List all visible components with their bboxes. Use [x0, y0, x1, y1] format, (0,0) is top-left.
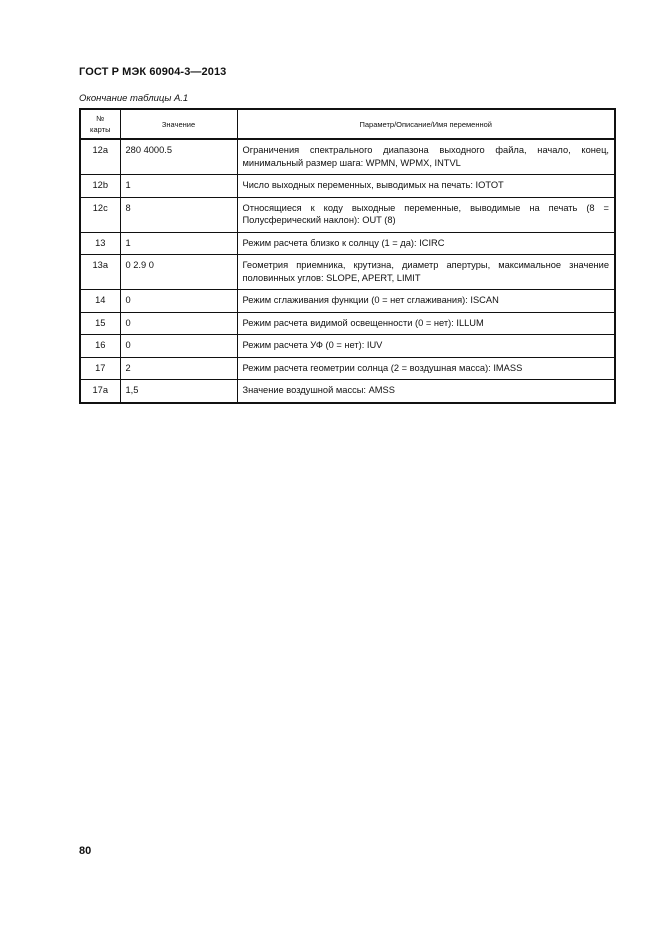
row-value: 1,5 [120, 380, 237, 403]
row-card-number: 12a [80, 139, 120, 175]
header-card-number: № карты [80, 109, 120, 139]
table-row [80, 312, 615, 335]
table-row [80, 175, 615, 198]
row-card-number: 14 [80, 290, 120, 313]
table-row [80, 197, 615, 232]
row-card-number: 13a [80, 255, 120, 290]
row-card-number: 17 [80, 357, 120, 380]
row-card-number: 12b [80, 175, 120, 198]
row-value: 8 [120, 197, 237, 232]
table-row [80, 335, 615, 358]
row-description: Геометрия приемника, крутизна, диаметр апертуры, максимальное значение половинных углов: SLOPE, APERT, LIMIT [237, 255, 615, 290]
row-value: 280 4000.5 [120, 139, 237, 175]
row-description: Режим расчета близко к солнцу (1 = да): ICIRC [237, 232, 615, 255]
row-description: Режим расчета УФ (0 = нет): IUV [237, 335, 615, 358]
row-description: Режим сглаживания функции (0 = нет сглаживания): ISCAN [237, 290, 615, 313]
row-value: 0 2.9 0 [120, 255, 237, 290]
table-row [80, 232, 615, 255]
table-row [80, 290, 615, 313]
header-value: Значение [120, 109, 237, 139]
row-card-number: 16 [80, 335, 120, 358]
table-row [80, 380, 615, 403]
table-caption: Окончание таблицы А.1 [79, 93, 189, 104]
row-value: 2 [120, 357, 237, 380]
row-value: 0 [120, 335, 237, 358]
row-description: Режим расчета видимой освещенности (0 = нет): ILLUM [237, 312, 615, 335]
table-row [80, 255, 615, 290]
row-description: Значение воздушной массы: AMSS [237, 380, 615, 403]
row-description: Ограничения спектрального диапазона выходного файла, начало, конец, минимальный размер шага: WPMN, WPMX, INTVL [237, 139, 615, 175]
row-value: 1 [120, 175, 237, 198]
row-description: Относящиеся к коду выходные переменные, выводимые на печать (8 = Полусферический наклон): OUT (8) [237, 197, 615, 232]
row-value: 0 [120, 290, 237, 313]
table-row [80, 139, 615, 175]
document-title: ГОСТ Р МЭК 60904-3—2013 [79, 66, 227, 78]
row-card-number: 15 [80, 312, 120, 335]
row-description: Число выходных переменных, выводимых на печать: IOTOT [237, 175, 615, 198]
row-description: Режим расчета геометрии солнца (2 = воздушная масса): IMASS [237, 357, 615, 380]
row-card-number: 12c [80, 197, 120, 232]
parameters-table [79, 108, 616, 404]
row-card-number: 17a [80, 380, 120, 403]
page-number: 80 [79, 845, 92, 857]
row-value: 0 [120, 312, 237, 335]
table-row [80, 357, 615, 380]
row-card-number: 13 [80, 232, 120, 255]
header-description: Параметр/Описание/Имя переменной [237, 109, 615, 139]
row-value: 1 [120, 232, 237, 255]
table-header-row [80, 109, 615, 139]
